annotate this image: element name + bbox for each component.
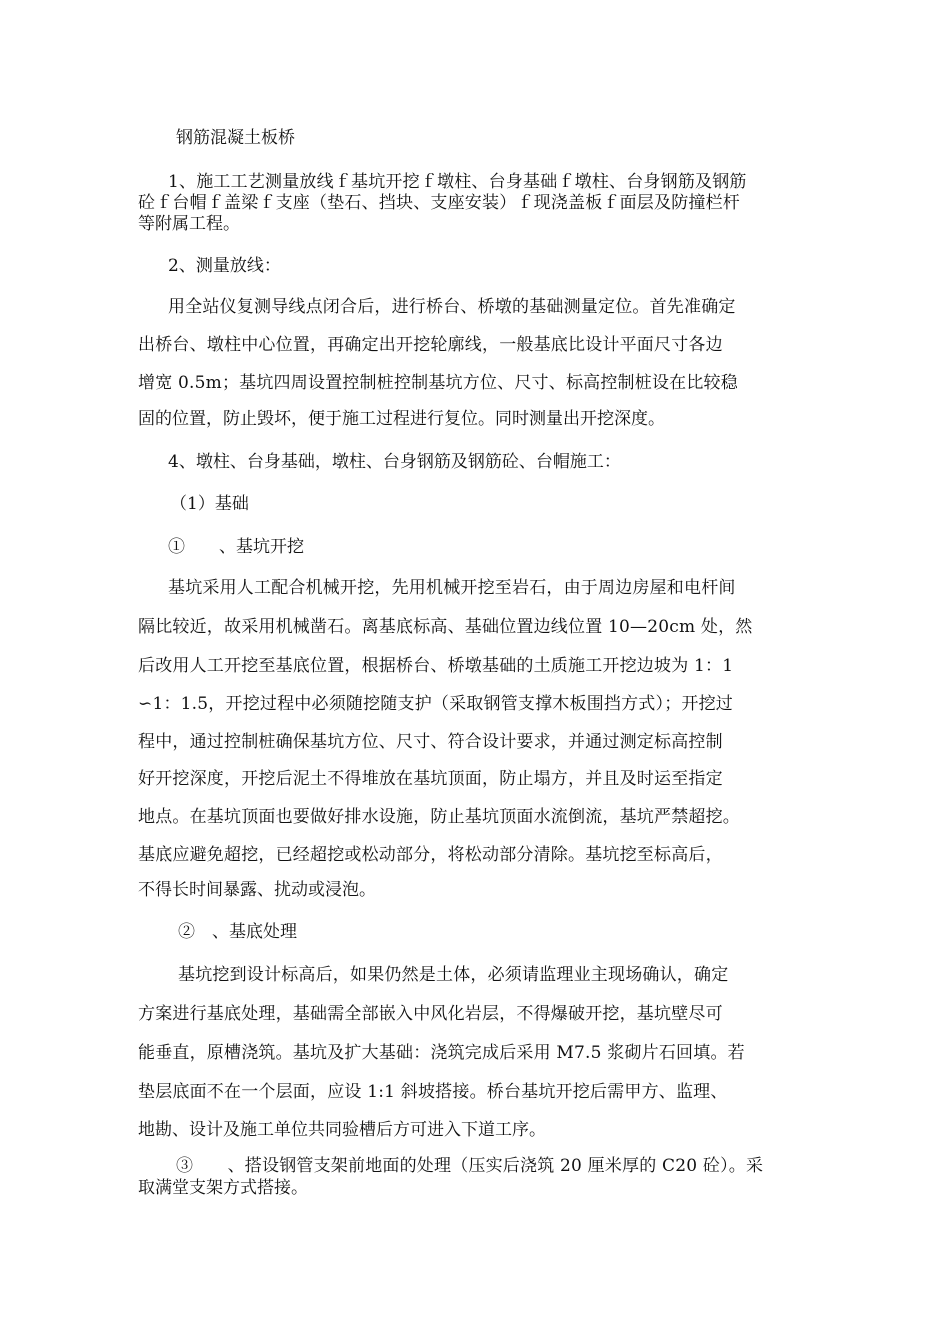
document-title: 钢筋混凝土板桥 — [176, 128, 295, 148]
item-heading-2: ② 、基底处理 — [178, 922, 297, 942]
para4-line-4: 垫层底面不在一个层面，应设 1:1 斜坡搭接。桥台基坑开挖后需甲方、监理、 — [138, 1082, 728, 1102]
item-heading-1: ① 、基坑开挖 — [168, 537, 304, 557]
para1-line-1: 1、施工工艺测量放线ｆ基坑开挖ｆ墩柱、台身基础ｆ墩柱、台身钢筋及钢筋 — [168, 172, 747, 192]
para3-line-3: 后改用人工开挖至基底位置，根据桥台、桥墩基础的土质施工开挖边坡为 1：1 — [138, 656, 734, 676]
item3-line-1: ③ 、搭设钢管支架前地面的处理（压实后浇筑 20 厘米厚的 C20 砼）。采 — [176, 1156, 764, 1176]
para4-line-3: 能垂直，原槽浇筑。基坑及扩大基础：浇筑完成后采用 M7.5 浆砌片石回填。若 — [138, 1043, 745, 1063]
para3-line-1: 基坑采用人工配合机械开挖，先用机械开挖至岩石，由于周边房屋和电杆间 — [168, 578, 736, 598]
para3-line-7: 地点。在基坑顶面也要做好排水设施，防止基坑顶面水流倒流，基坑严禁超挖。 — [138, 807, 740, 827]
section-heading-2: 2、测量放线： — [168, 256, 281, 276]
para3-line-2: 隔比较近，故采用机械凿石。离基底标高、基础位置边线位置 10—20cm 处，然 — [138, 617, 753, 637]
para2-line-3: 增宽 0.5m；基坑四周设置控制桩控制基坑方位、尺寸、标高控制桩设在比较稳 — [138, 373, 738, 393]
para2-line-1: 用全站仪复测导线点闭合后，进行桥台、桥墩的基础测量定位。首先准确定 — [168, 297, 736, 317]
para3-line-9: 不得长时间暴露、扰动或浸泡。 — [138, 880, 376, 900]
section-heading-4: 4、墩柱、台身基础，墩柱、台身钢筋及钢筋砼、台帽施工： — [168, 452, 621, 472]
subsection-heading-1: （1）基础 — [170, 494, 249, 514]
para3-line-5: 程中，通过控制桩确保基坑方位、尺寸、符合设计要求，并通过测定标高控制 — [138, 732, 723, 752]
para1-line-2: 砼ｆ台帽ｆ盖梁ｆ支座（垫石、挡块、支座安装）ｆ现浇盖板ｆ面层及防撞栏杆 — [138, 193, 740, 213]
para2-line-2: 出桥台、墩柱中心位置，再确定出开挖轮廓线，一般基底比设计平面尺寸各边 — [138, 335, 723, 355]
para4-line-1: 基坑挖到设计标高后，如果仍然是土体，必须请监理业主现场确认，确定 — [178, 965, 729, 985]
para3-line-8: 基底应避免超挖，已经超挖或松动部分，将松动部分清除。基坑挖至标高后， — [138, 845, 723, 865]
para3-line-6: 好开挖深度，开挖后泥土不得堆放在基坑顶面，防止塌方，并且及时运至指定 — [138, 769, 723, 789]
para4-line-2: 方案进行基底处理，基础需全部嵌入中风化岩层，不得爆破开挖，基坑壁尽可 — [138, 1004, 723, 1024]
para3-line-4: ∽1：1.5，开挖过程中必须随挖随支护（采取钢管支撑木板围挡方式）；开挖过 — [138, 694, 733, 714]
para1-line-3: 等附属工程。 — [138, 214, 240, 234]
para2-line-4: 固的位置，防止毁坏，便于施工过程进行复位。同时测量出开挖深度。 — [138, 409, 665, 429]
item3-line-2: 取满堂支架方式搭接。 — [138, 1178, 308, 1198]
para4-line-5: 地勘、设计及施工单位共同验槽后方可进入下道工序。 — [138, 1120, 546, 1140]
